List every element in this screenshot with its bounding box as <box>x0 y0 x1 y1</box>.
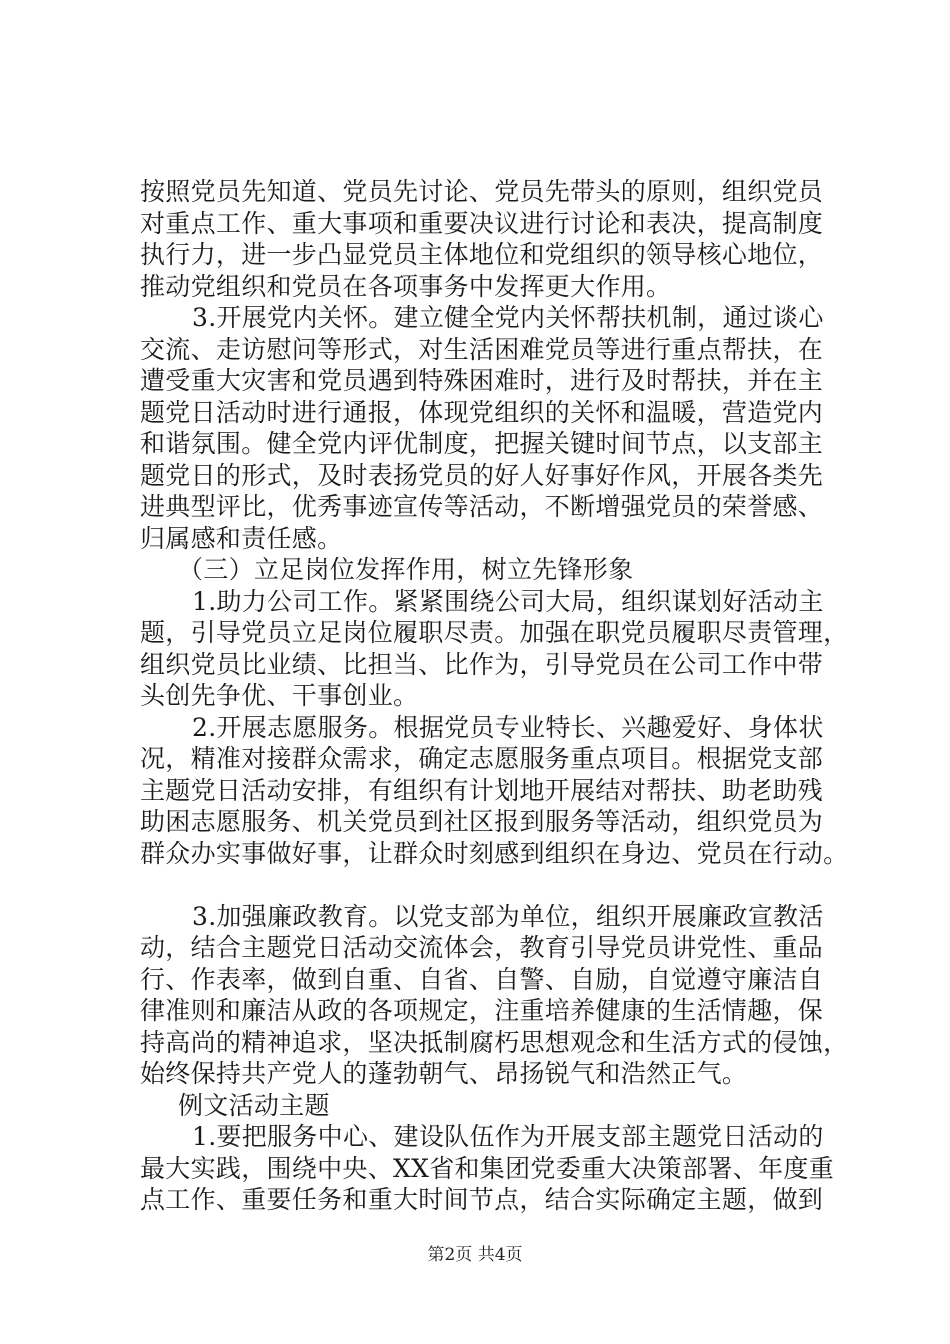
paragraph-start-line: 1.要把服务中心、建设队伍作为开展支部主题党日活动的 <box>192 1122 824 1151</box>
text-line: 助困志愿服务、机关党员到社区报到服务等活动，组织党员为 <box>140 807 824 836</box>
text-line: 行、作表率，做到自重、自省、自警、自励，自觉遵守廉洁自 <box>140 964 824 994</box>
text-line: 执行力，进一步凸显党员主体地位和党组织的领导核心地位， <box>140 240 824 269</box>
paragraph-start-line: 1.助力公司工作。紧紧围绕公司大局，组织谋划好活动主 <box>192 586 824 616</box>
text-line: 点工作、重要任务和重大时间节点，结合实际确定主题，做到 <box>140 1185 824 1214</box>
text-line: 归属感和责任感。 <box>140 523 343 553</box>
text-line: 进典型评比，优秀事迹宣传等活动，不断增强党员的荣誉感、 <box>140 492 824 521</box>
text-line: 组织党员比业绩、比担当、比作为，引导党员在公司工作中带 <box>140 649 824 679</box>
text-line: 题，引导党员立足岗位履职尽责。加强在职党员履职尽责管理， <box>140 618 849 647</box>
text-line: 群众办实事做好事，让群众时刻感到组织在身边、党员在行动。 <box>140 838 849 868</box>
text-line: 推动党组织和党员在各项事务中发挥更大作用。 <box>140 271 672 301</box>
text-line: 始终保持共产党人的蓬勃朝气、昂扬锐气和浩然正气。 <box>140 1059 748 1088</box>
text-line: 最大实践，围绕中央、XX省和集团党委重大决策部署、年度重 <box>140 1153 834 1183</box>
text-line: 题党日的形式，及时表扬党员的好人好事好作风，开展各类先 <box>140 460 824 490</box>
section-heading: （三）立足岗位发挥作用，树立先锋形象 <box>178 555 634 584</box>
blank-line <box>140 869 840 901</box>
paragraph-start-line: 3.加强廉政教育。以党支部为单位，组织开展廉政宣教活 <box>192 901 824 931</box>
text-line: 对重点工作、重大事项和重要决议进行讨论和表决，提高制度 <box>140 208 824 238</box>
text-line: 遭受重大灾害和党员遇到特殊困难时，进行及时帮扶，并在主 <box>140 366 824 395</box>
section-heading: 例文活动主题 <box>178 1090 330 1120</box>
text-line: 交流、走访慰问等形式，对生活困难党员等进行重点帮扶，在 <box>140 334 824 364</box>
text-line: 题党日活动时进行通报，体现党组织的关怀和温暖，营造党内 <box>140 397 824 427</box>
text-line: 和谐氛围。健全党内评优制度，把握关键时间节点，以支部主 <box>140 429 824 458</box>
page-number-footer: 第2页 共4页 <box>427 1245 523 1265</box>
text-line: 况，精准对接群众需求，确定志愿服务重点项目。根据党支部 <box>140 744 824 773</box>
text-line: 头创先争优、干事创业。 <box>140 681 419 710</box>
text-line: 按照党员先知道、党员先讨论、党员先带头的原则，组织党员 <box>140 177 824 206</box>
document-body <box>140 176 849 1216</box>
text-line: 主题党日活动安排，有组织有计划地开展结对帮扶、助老助残 <box>140 775 824 805</box>
paragraph-start-line: 2.开展志愿服务。根据党员专业特长、兴趣爱好、身体状 <box>192 712 824 742</box>
paragraph-start-line: 3.开展党内关怀。建立健全党内关怀帮扶机制，通过谈心 <box>192 303 824 332</box>
text-line: 律准则和廉洁从政的各项规定，注重培养健康的生活情趣，保 <box>140 996 824 1025</box>
text-line: 持高尚的精神追求，坚决抵制腐朽思想观念和生活方式的侵蚀， <box>140 1027 849 1057</box>
text-line: 动，结合主题党日活动交流体会，教育引导党员讲党性、重品 <box>140 933 824 962</box>
